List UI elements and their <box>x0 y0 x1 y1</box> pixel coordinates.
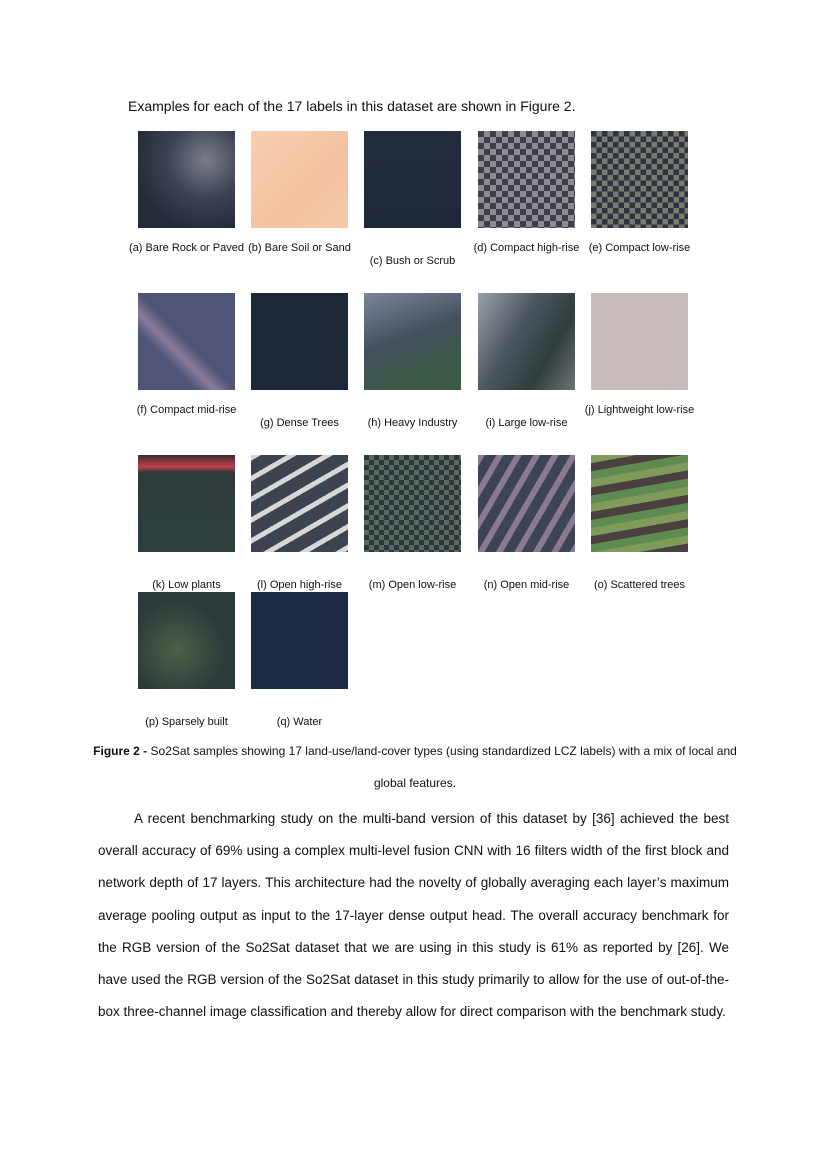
sample-caption: (o) Scattered trees <box>593 579 686 591</box>
body-paragraph: A recent benchmarking study on the multi-band version of this dataset by [36] achieved the best overall accuracy of 69% using a complex multi-level fusion CNN with 16 filters width of the first block and network depth of 17 layers. This architecture had the novelty of globally averaging each layer’s maximum average pooling output as input to the 17-layer dense output head. The overall accuracy benchmark for the RGB version of the So2Sat dataset that we are using in this study is 61% as reported by [26]. We have used the RGB version of the So2Sat dataset in this study primarily to allow for the use of out-of-the-box three-channel image classification and thereby allow for direct comparison with the benchmark study. <box>98 811 729 1020</box>
sample-caption: (g) Dense Trees <box>260 417 339 429</box>
sample-caption: (q) Water <box>276 716 323 728</box>
sample-caption: (i) Large low-rise <box>485 417 568 429</box>
sample-caption: (h) Heavy Industry <box>367 417 458 429</box>
sample-image <box>138 455 235 552</box>
sample-item <box>242 455 357 591</box>
sample-item <box>355 131 470 267</box>
sample-item <box>355 293 470 429</box>
sample-caption: (j) Lightweight low-rise <box>584 404 695 416</box>
sample-image <box>251 455 348 552</box>
sample-item <box>469 293 584 429</box>
sample-image <box>364 455 461 552</box>
sample-item <box>242 592 357 728</box>
sample-image <box>591 131 688 228</box>
sample-item <box>355 455 470 591</box>
figure-caption-text: So2Sat samples showing 17 land-use/land-cover types (using standardized LCZ labels) with a mix of local and global features. <box>147 744 737 790</box>
sample-caption: (n) Open mid-rise <box>483 579 570 591</box>
sample-item <box>469 455 584 591</box>
sample-item <box>469 131 584 254</box>
sample-image <box>478 131 575 228</box>
sample-item <box>129 293 244 416</box>
sample-caption: (f) Compact mid-rise <box>136 404 237 416</box>
sample-caption: (a) Bare Rock or Paved <box>129 242 244 254</box>
sample-image <box>478 293 575 390</box>
sample-image <box>138 592 235 689</box>
sample-image <box>251 131 348 228</box>
sample-caption: (l) Open high-rise <box>257 579 342 591</box>
sample-item <box>582 293 697 416</box>
sample-item <box>582 131 697 254</box>
sample-item <box>242 293 357 429</box>
intro-sentence: Examples for each of the 17 labels in this dataset are shown in Figure 2. <box>128 98 576 114</box>
sample-item <box>242 131 357 254</box>
figure-caption-label: Figure 2 - <box>93 744 148 758</box>
sample-image <box>364 293 461 390</box>
sample-caption: (k) Low plants <box>152 579 221 591</box>
sample-image <box>591 293 688 390</box>
figure-caption <box>90 735 740 799</box>
sample-caption: (e) Compact low-rise <box>588 242 691 254</box>
sample-caption: (m) Open low-rise <box>368 579 457 591</box>
sample-caption: (p) Sparsely built <box>145 716 228 728</box>
sample-image <box>591 455 688 552</box>
sample-image <box>251 293 348 390</box>
sample-image <box>478 455 575 552</box>
sample-caption: (c) Bush or Scrub <box>369 255 456 267</box>
sample-item <box>582 455 697 591</box>
sample-image <box>364 131 461 228</box>
sample-image <box>138 293 235 390</box>
sample-caption: (d) Compact high-rise <box>473 242 580 254</box>
sample-item <box>129 455 244 591</box>
sample-item <box>129 592 244 728</box>
sample-item <box>129 131 244 254</box>
sample-image <box>251 592 348 689</box>
sample-caption: (b) Bare Soil or Sand <box>248 242 351 254</box>
sample-image <box>138 131 235 228</box>
